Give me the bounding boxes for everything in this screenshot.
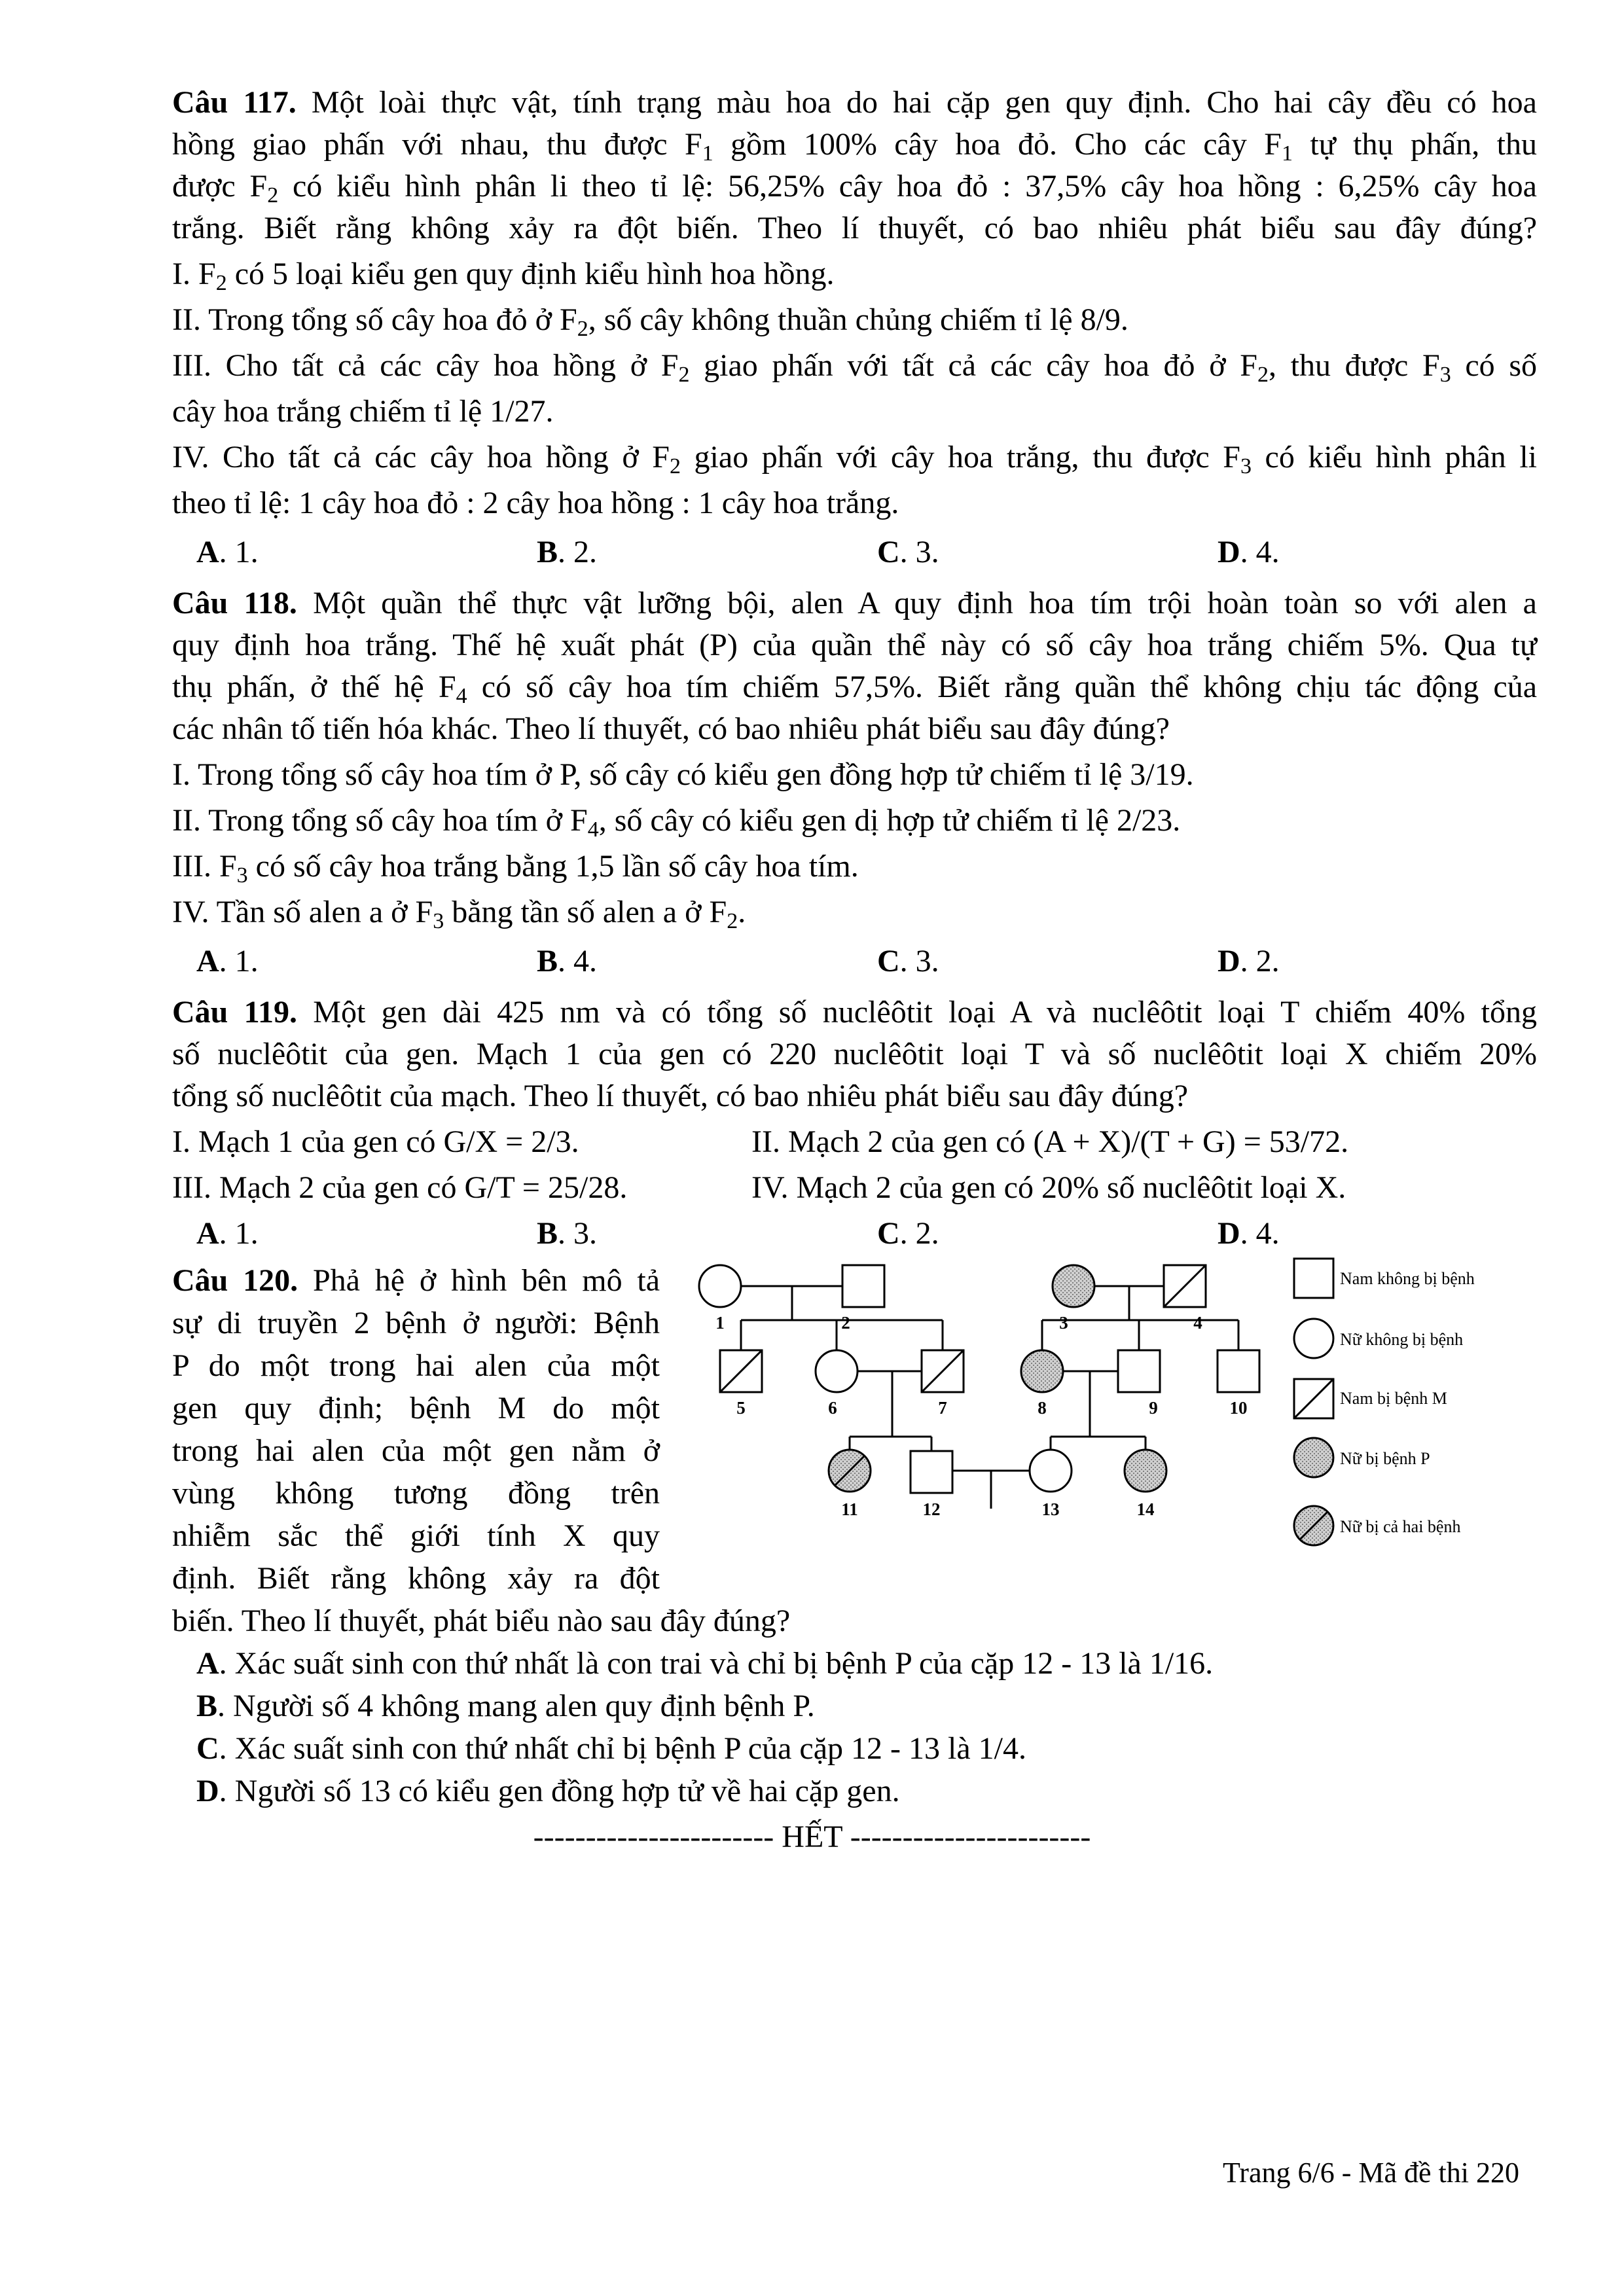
q118-statement-3: III. $F_3$ có số cây hoa trắng bằng 1,5 lần số cây hoa tím. [172, 849, 859, 888]
q117-statement-4-cont: theo tỉ lệ: 1 cây hoa đỏ : 2 cây hoa hồng : 1 cây hoa trắng. [172, 486, 899, 520]
q119-option-d[interactable]: D. 4. [1218, 1216, 1280, 1251]
pedigree-individual-13 [1030, 1450, 1072, 1492]
q119-line-3: tổng số nuclêôtit của mạch. Theo lí thuyết, có bao nhiêu phát biểu sau đây đúng? [172, 1079, 1189, 1113]
pedigree-individual-8 [1021, 1350, 1063, 1392]
q117-option-c[interactable]: C. 3. [877, 535, 939, 569]
q117-statement-1: I. $F_2$ có 5 loại kiểu gen quy định kiểu hình hoa hồng. [172, 257, 835, 295]
legend-female-both: Nữ bị cả hai bệnh [1340, 1517, 1461, 1536]
pedigree-label-14: 14 [1136, 1499, 1155, 1519]
pedigree-individual-3 [1053, 1265, 1094, 1307]
q117-line-1: Câu 117. Một loài thực vật, tính trạng màu hoa do hai cặp gen quy định. Cho hai cây đều có hoa [172, 85, 1537, 120]
q119-line-1: Câu 119. Một gen dài 425 nm và có tổng số nuclêôtit loại A và nuclêôtit loại T chiếm 40% tổng [172, 995, 1537, 1030]
q117-option-a[interactable]: A. 1. [196, 535, 259, 569]
q118-statement-2: II. Trong tổng số cây hoa tím ở $F_4$, số cây có kiểu gen dị hợp tử chiếm tỉ lệ 2/23. [172, 803, 1181, 842]
pedigree-label-3: 3 [1059, 1313, 1068, 1333]
pedigree-label-10: 10 [1229, 1398, 1248, 1418]
q120-line-3: P do một trong hai alen của một [172, 1348, 660, 1383]
q120-line-7: nhiễm sắc thể giới tính X quy [172, 1518, 660, 1553]
q119-line-2: số nuclêôtit của gen. Mạch 1 của gen có 220 nuclêôtit loại T và số nuclêôtit loại X chiếm 20% [172, 1037, 1537, 1071]
q118-statement-4: IV. Tần số alen a ở $F_3$ bằng tần số alen a ở $F_2$. [172, 895, 746, 933]
page-footer: Trang 6/6 - Mã đề thi 220 [1222, 2157, 1519, 2189]
pedigree-individual-14 [1125, 1450, 1166, 1492]
pedigree-label-8: 8 [1038, 1398, 1047, 1418]
end-marker: ----------------------- HẾT ----------------------- [533, 1820, 1091, 1854]
pedigree-label-6: 6 [828, 1398, 837, 1418]
q120-option-c[interactable]: C. Xác suất sinh con thứ nhất chỉ bị bệnh P của cặp 12 - 13 là 1/4. [196, 1731, 1026, 1766]
q117-statement-4: IV. Cho tất cả các cây hoa hồng ở $F_2$ giao phấn với cây hoa trắng, thu được $F_3$ có kiểu hình phân li [172, 440, 1538, 478]
q117-statement-2: II. Trong tổng số cây hoa đỏ ở $F_2$, số cây không thuần chủng chiếm tỉ lệ 8/9. [172, 302, 1128, 341]
pedigree-individual-10 [1218, 1350, 1259, 1392]
q120-line-2: sự di truyền 2 bệnh ở người: Bệnh [172, 1306, 660, 1340]
q118-option-b[interactable]: B. 4. [537, 944, 598, 978]
q117-line-2: hồng giao phấn với nhau, thu được $F_1$ gồm 100% cây hoa đỏ. Cho các cây $F_1$ tự thụ phấn, thu [172, 127, 1538, 166]
q118-line-2: quy định hoa trắng. Thế hệ xuất phát (P) của quần thể này có số cây hoa trắng chiếm 5%. Qua tự [172, 628, 1537, 662]
legend-male-normal: Nam không bị bệnh [1340, 1269, 1475, 1288]
q120-line-1: Câu 120. Phả hệ ở hình bên mô tả [172, 1263, 660, 1298]
pedigree-label-11: 11 [841, 1499, 858, 1519]
q120-line-6: vùng không tương đồng trên [172, 1476, 660, 1511]
pedigree-label-7: 7 [938, 1398, 947, 1418]
q117-option-b[interactable]: B. 2. [537, 535, 598, 569]
pedigree-label-1: 1 [715, 1313, 725, 1333]
q118-option-d[interactable]: D. 2. [1218, 944, 1280, 978]
q119-statement-3: III. Mạch 2 của gen có G/T = 25/28. [172, 1170, 628, 1205]
q118-line-4: các nhân tố tiến hóa khác. Theo lí thuyết, có bao nhiêu phát biểu sau đây đúng? [172, 711, 1170, 746]
pedigree-label-9: 9 [1149, 1398, 1158, 1418]
pedigree-individual-9 [1118, 1350, 1160, 1392]
q117-statement-3-cont: cây hoa trắng chiếm tỉ lệ 1/27. [172, 394, 554, 429]
legend-male-normal-icon [1294, 1259, 1333, 1298]
q119-option-a[interactable]: A. 1. [196, 1216, 259, 1251]
q117-line-4: trắng. Biết rằng không xảy ra đột biến. Theo lí thuyết, có bao nhiêu phát biểu sau đây đúng? [172, 211, 1537, 245]
pedigree-label-12: 12 [922, 1499, 941, 1519]
q118-line-3: thụ phấn, ở thế hệ $F_4$ có số cây hoa tím chiếm 57,5%. Biết rằng quần thể không chịu tác động của [172, 670, 1538, 708]
q118-statement-1: I. Trong tổng số cây hoa tím ở P, số cây có kiểu gen đồng hợp tử chiếm tỉ lệ 3/19. [172, 757, 1194, 792]
legend-female-disease-p-icon [1294, 1438, 1333, 1477]
legend-female-disease-p: Nữ bị bệnh P [1340, 1449, 1430, 1468]
q118-option-a[interactable]: A. 1. [196, 944, 259, 978]
q120-option-b[interactable]: B. Người số 4 không mang alen quy định bệnh P. [196, 1689, 815, 1723]
q117-option-d[interactable]: D. 4. [1218, 535, 1280, 569]
q120-line-4: gen quy định; bệnh M do một [172, 1391, 660, 1426]
q119-option-b[interactable]: B. 3. [537, 1216, 598, 1251]
legend-female-normal-icon [1294, 1319, 1333, 1358]
q119-option-c[interactable]: C. 2. [877, 1216, 939, 1251]
q119-statement-2: II. Mạch 2 của gen có (A + X)/(T + G) = 53/72. [751, 1124, 1349, 1159]
q120-line-9: biến. Theo lí thuyết, phát biểu nào sau đây đúng? [172, 1604, 791, 1638]
pedigree-individual-6 [816, 1350, 857, 1392]
q119-statement-1: I. Mạch 1 của gen có G/X = 2/3. [172, 1124, 579, 1159]
legend-female-normal: Nữ không bị bệnh [1340, 1330, 1464, 1349]
pedigree-label-4: 4 [1193, 1313, 1202, 1333]
pedigree-individual-2 [842, 1265, 884, 1307]
q117-statement-3: III. Cho tất cả các cây hoa hồng ở $F_2$ giao phấn với tất cả các cây hoa đỏ ở $F_2$, thu được $F_3$ có số [172, 348, 1538, 387]
q120-option-a[interactable]: A. Xác suất sinh con thứ nhất là con trai và chỉ bị bệnh P của cặp 12 - 13 là 1/16. [196, 1646, 1214, 1681]
pedigree-label-2: 2 [841, 1313, 850, 1333]
q120-line-8: định. Biết rằng không xảy ra đột [172, 1561, 660, 1596]
pedigree-diagram [681, 1240, 1551, 1581]
pedigree-label-5: 5 [736, 1398, 746, 1418]
q117-line-3: được $F_2$ có kiểu hình phân li theo tỉ lệ: 56,25% cây hoa đỏ : 37,5% cây hoa hồng : 6,25% cây hoa [172, 169, 1537, 207]
pedigree-individual-1 [699, 1265, 741, 1307]
q119-statement-4: IV. Mạch 2 của gen có 20% số nuclêôtit loại X. [751, 1170, 1346, 1205]
pedigree-individual-12 [911, 1451, 952, 1493]
q118-option-c[interactable]: C. 3. [877, 944, 939, 978]
legend-male-disease-m: Nam bị bệnh M [1340, 1389, 1447, 1408]
q120-option-d[interactable]: D. Người số 13 có kiểu gen đồng hợp tử về hai cặp gen. [196, 1774, 900, 1808]
q118-line-1: Câu 118. Một quần thể thực vật lưỡng bội, alen A quy định hoa tím trội hoàn toàn so với alen a [172, 586, 1537, 620]
q120-line-5: trong hai alen của một gen nằm ở [172, 1433, 660, 1468]
pedigree-label-13: 13 [1041, 1499, 1060, 1519]
